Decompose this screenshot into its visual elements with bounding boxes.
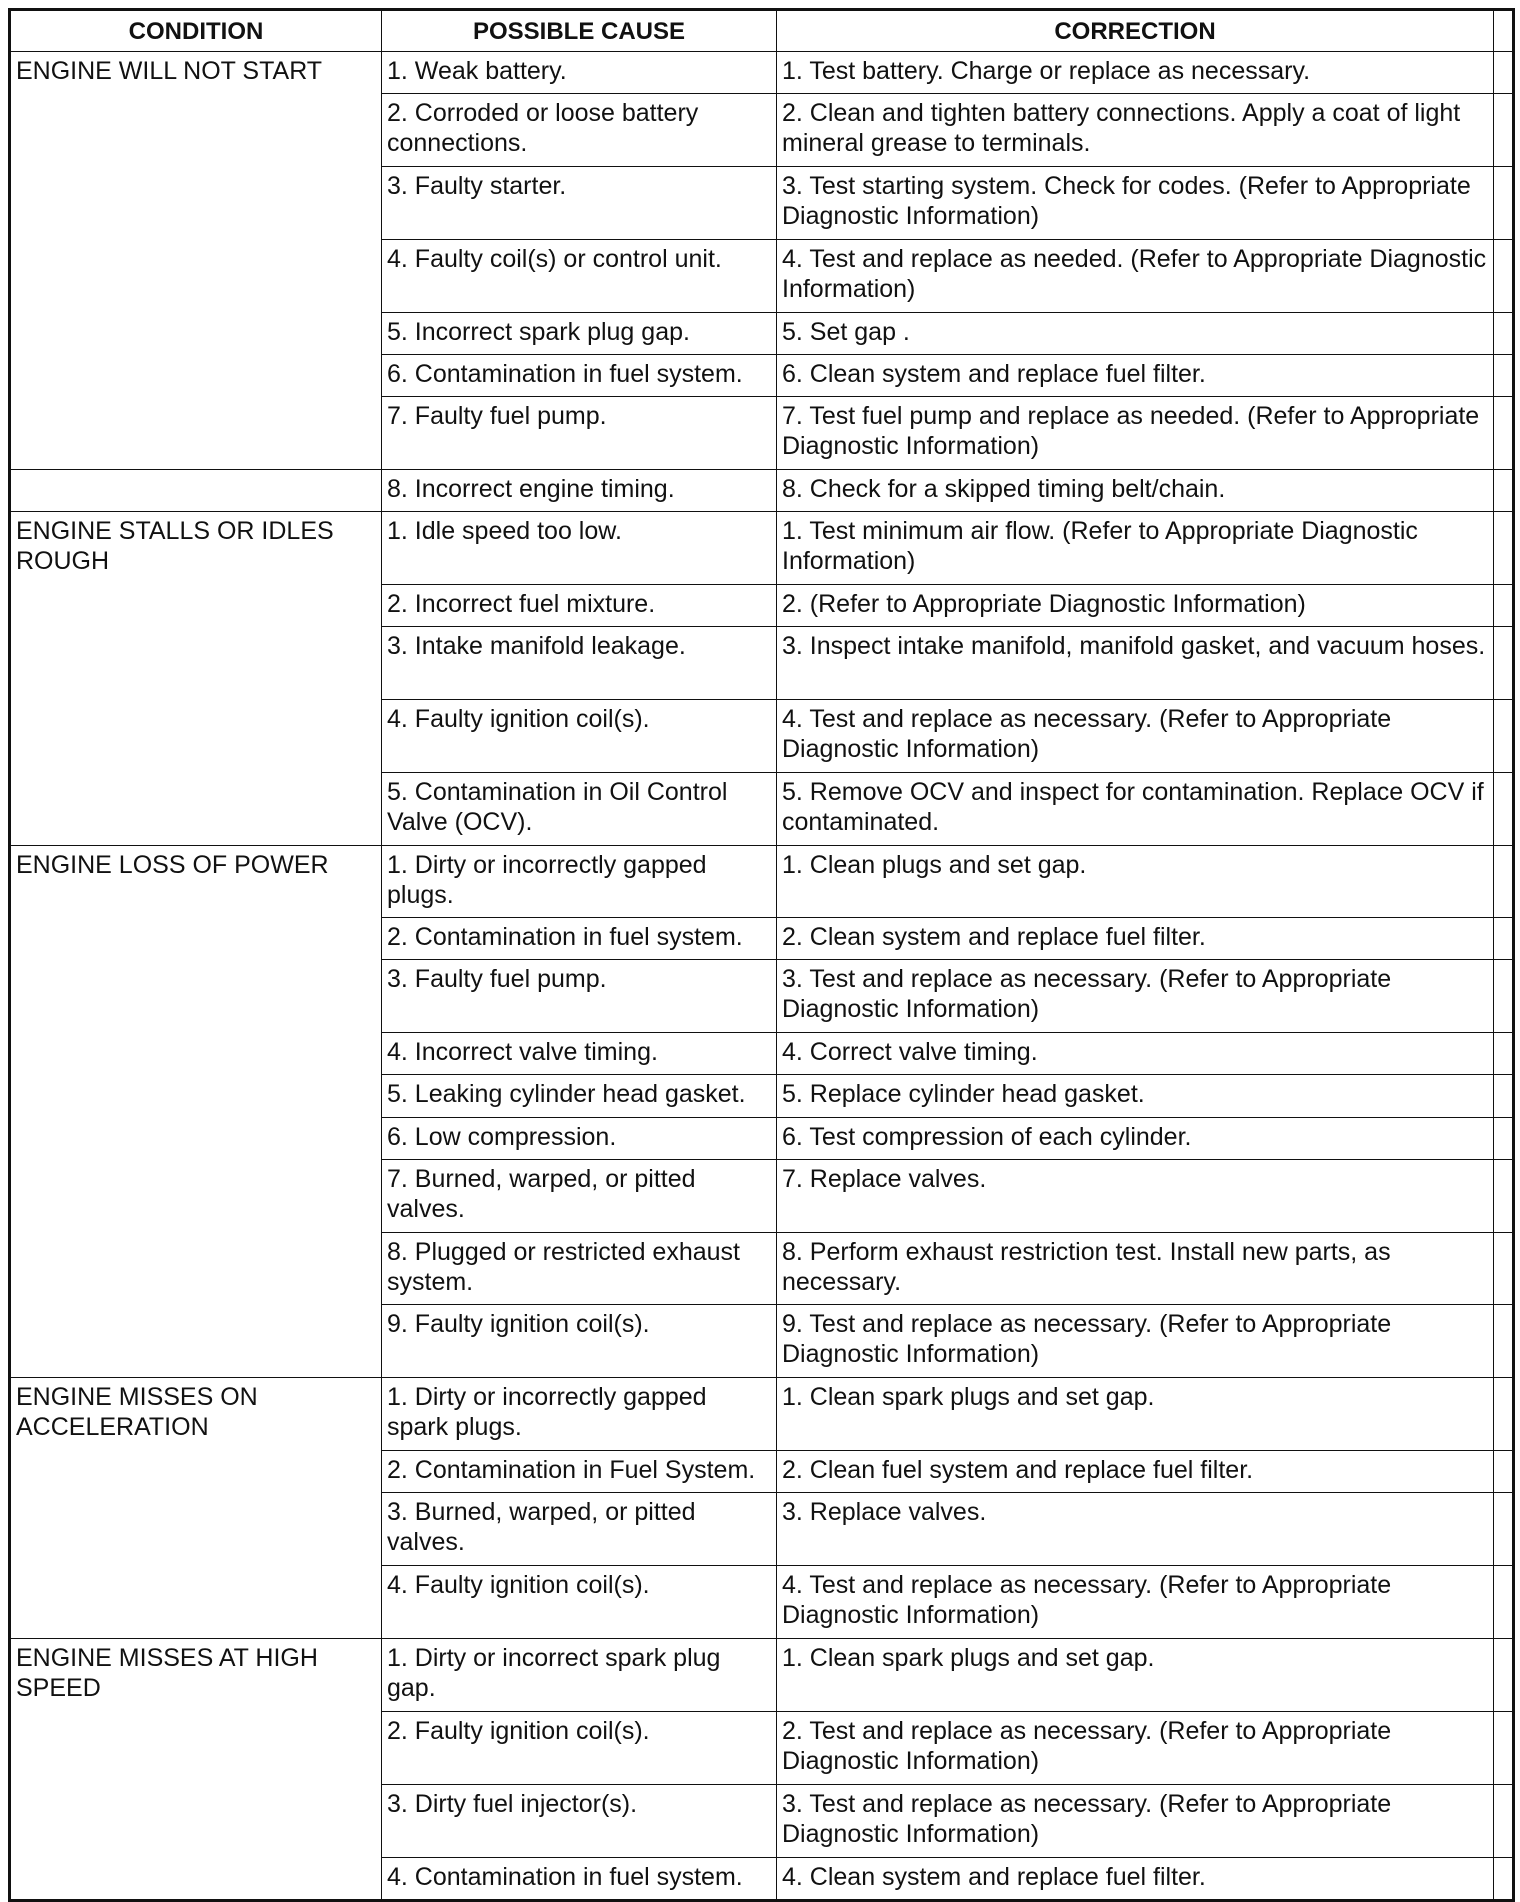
cause-cell: 5. Contamination in Oil Control Valve (OCV). (382, 772, 777, 845)
cause-cell: 3. Faulty fuel pump. (382, 960, 777, 1033)
correction-cell: 7. Test fuel pump and replace as needed. (Refer to Appropriate Diagnostic Information) (777, 396, 1494, 469)
cause-cell: 2. Contamination in fuel system. (382, 918, 777, 960)
table-row (10, 511, 1514, 584)
correction-cell: 2. Clean fuel system and replace fuel filter. (777, 1451, 1494, 1493)
cause-cell: 5. Incorrect spark plug gap. (382, 312, 777, 354)
correction-cell: 7. Replace valves. (777, 1159, 1494, 1232)
cause-cell: 1. Dirty or incorrect spark plug gap. (382, 1639, 777, 1712)
correction-cell: 8. Perform exhaust restriction test. Install new parts, as necessary. (777, 1232, 1494, 1305)
correction-cell: 1. Test battery. Charge or replace as necessary. (777, 52, 1494, 94)
table-row (10, 845, 1514, 918)
cause-cell: 6. Low compression. (382, 1117, 777, 1159)
cause-cell: 8. Plugged or restricted exhaust system. (382, 1232, 777, 1305)
condition-cell: ENGINE LOSS OF POWER (10, 845, 382, 1378)
correction-cell: 1. Clean spark plugs and set gap. (777, 1639, 1494, 1712)
cause-cell: 3. Dirty fuel injector(s). (382, 1784, 777, 1857)
correction-cell: 6. Test compression of each cylinder. (777, 1117, 1494, 1159)
cause-cell: 1. Idle speed too low. (382, 511, 777, 584)
table-row (10, 52, 1514, 94)
margin-cell (1494, 1033, 1514, 1075)
cause-cell: 4. Faulty ignition coil(s). (382, 699, 777, 772)
margin-cell (1494, 10, 1514, 52)
cause-cell: 8. Incorrect engine timing. (382, 469, 777, 511)
margin-cell (1494, 626, 1514, 699)
margin-cell (1494, 1378, 1514, 1451)
margin-cell (1494, 1857, 1514, 1900)
correction-cell: 1. Clean plugs and set gap. (777, 845, 1494, 918)
margin-cell (1494, 312, 1514, 354)
cause-cell: 2. Contamination in Fuel System. (382, 1451, 777, 1493)
cause-cell: 2. Incorrect fuel mixture. (382, 584, 777, 626)
correction-cell: 2. (Refer to Appropriate Diagnostic Information) (777, 584, 1494, 626)
cause-cell: 1. Dirty or incorrectly gapped spark plugs. (382, 1378, 777, 1451)
margin-cell (1494, 845, 1514, 918)
margin-cell (1494, 511, 1514, 584)
table-row (10, 469, 1514, 511)
correction-cell: 5. Set gap . (777, 312, 1494, 354)
margin-cell (1494, 1451, 1514, 1493)
margin-cell (1494, 1784, 1514, 1857)
correction-cell: 2. Clean system and replace fuel filter. (777, 918, 1494, 960)
correction-cell: 1. Clean spark plugs and set gap. (777, 1378, 1494, 1451)
correction-cell: 9. Test and replace as necessary. (Refer to Appropriate Diagnostic Information) (777, 1305, 1494, 1378)
condition-cell: ENGINE STALLS OR IDLES ROUGH (10, 511, 382, 845)
correction-cell: 2. Clean and tighten battery connections. Apply a coat of light mineral grease to terminals. (777, 94, 1494, 167)
cause-cell: 1. Dirty or incorrectly gapped plugs. (382, 845, 777, 918)
correction-cell: 1. Test minimum air flow. (Refer to Appropriate Diagnostic Information) (777, 511, 1494, 584)
correction-cell: 4. Test and replace as needed. (Refer to Appropriate Diagnostic Information) (777, 239, 1494, 312)
margin-cell (1494, 699, 1514, 772)
cause-cell: 1. Weak battery. (382, 52, 777, 94)
margin-cell (1494, 1305, 1514, 1378)
condition-cell: ENGINE MISSES ON ACCELERATION (10, 1378, 382, 1639)
correction-cell: 4. Test and replace as necessary. (Refer to Appropriate Diagnostic Information) (777, 699, 1494, 772)
correction-cell: 5. Replace cylinder head gasket. (777, 1075, 1494, 1117)
cause-cell: 3. Faulty starter. (382, 166, 777, 239)
margin-cell (1494, 166, 1514, 239)
correction-cell: 4. Test and replace as necessary. (Refer to Appropriate Diagnostic Information) (777, 1566, 1494, 1639)
correction-cell: 3. Replace valves. (777, 1493, 1494, 1566)
correction-cell: 3. Test starting system. Check for codes. (Refer to Appropriate Diagnostic Information) (777, 166, 1494, 239)
cause-cell: 3. Intake manifold leakage. (382, 626, 777, 699)
margin-cell (1494, 1639, 1514, 1712)
cause-cell: 5. Leaking cylinder head gasket. (382, 1075, 777, 1117)
correction-cell: 6. Clean system and replace fuel filter. (777, 354, 1494, 396)
margin-cell (1494, 584, 1514, 626)
cause-cell: 6. Contamination in fuel system. (382, 354, 777, 396)
margin-cell (1494, 1075, 1514, 1117)
correction-cell: 3. Test and replace as necessary. (Refer to Appropriate Diagnostic Information) (777, 960, 1494, 1033)
condition-cell (10, 469, 382, 511)
margin-cell (1494, 469, 1514, 511)
header-correction: CORRECTION (777, 10, 1494, 52)
cause-cell: 2. Corroded or loose battery connections. (382, 94, 777, 167)
correction-cell: 3. Test and replace as necessary. (Refer to Appropriate Diagnostic Information) (777, 1784, 1494, 1857)
margin-cell (1494, 52, 1514, 94)
correction-cell: 4. Correct valve timing. (777, 1033, 1494, 1075)
header-row (10, 10, 1514, 52)
margin-cell (1494, 396, 1514, 469)
cause-cell: 7. Burned, warped, or pitted valves. (382, 1159, 777, 1232)
margin-cell (1494, 1493, 1514, 1566)
margin-cell (1494, 960, 1514, 1033)
cause-cell: 9. Faulty ignition coil(s). (382, 1305, 777, 1378)
margin-cell (1494, 1159, 1514, 1232)
margin-cell (1494, 239, 1514, 312)
cause-cell: 4. Faulty ignition coil(s). (382, 1566, 777, 1639)
header-possible-cause: POSSIBLE CAUSE (382, 10, 777, 52)
margin-cell (1494, 1232, 1514, 1305)
condition-cell: ENGINE WILL NOT START (10, 52, 382, 470)
margin-cell (1494, 354, 1514, 396)
correction-cell: 3. Inspect intake manifold, manifold gasket, and vacuum hoses. (777, 626, 1494, 699)
table-row (10, 1378, 1514, 1451)
margin-cell (1494, 94, 1514, 167)
cause-cell: 4. Faulty coil(s) or control unit. (382, 239, 777, 312)
cause-cell: 2. Faulty ignition coil(s). (382, 1711, 777, 1784)
margin-cell (1494, 772, 1514, 845)
troubleshooting-table (8, 8, 1515, 1902)
correction-cell: 4. Clean system and replace fuel filter. (777, 1857, 1494, 1900)
margin-cell (1494, 1566, 1514, 1639)
margin-cell (1494, 1117, 1514, 1159)
margin-cell (1494, 918, 1514, 960)
cause-cell: 3. Burned, warped, or pitted valves. (382, 1493, 777, 1566)
condition-cell: ENGINE MISSES AT HIGH SPEED (10, 1639, 382, 1901)
margin-cell (1494, 1711, 1514, 1784)
correction-cell: 8. Check for a skipped timing belt/chain. (777, 469, 1494, 511)
cause-cell: 4. Incorrect valve timing. (382, 1033, 777, 1075)
cause-cell: 4. Contamination in fuel system. (382, 1857, 777, 1900)
correction-cell: 5. Remove OCV and inspect for contamination. Replace OCV if contaminated. (777, 772, 1494, 845)
table-row (10, 1639, 1514, 1712)
cause-cell: 7. Faulty fuel pump. (382, 396, 777, 469)
correction-cell: 2. Test and replace as necessary. (Refer to Appropriate Diagnostic Information) (777, 1711, 1494, 1784)
header-condition: CONDITION (10, 10, 382, 52)
